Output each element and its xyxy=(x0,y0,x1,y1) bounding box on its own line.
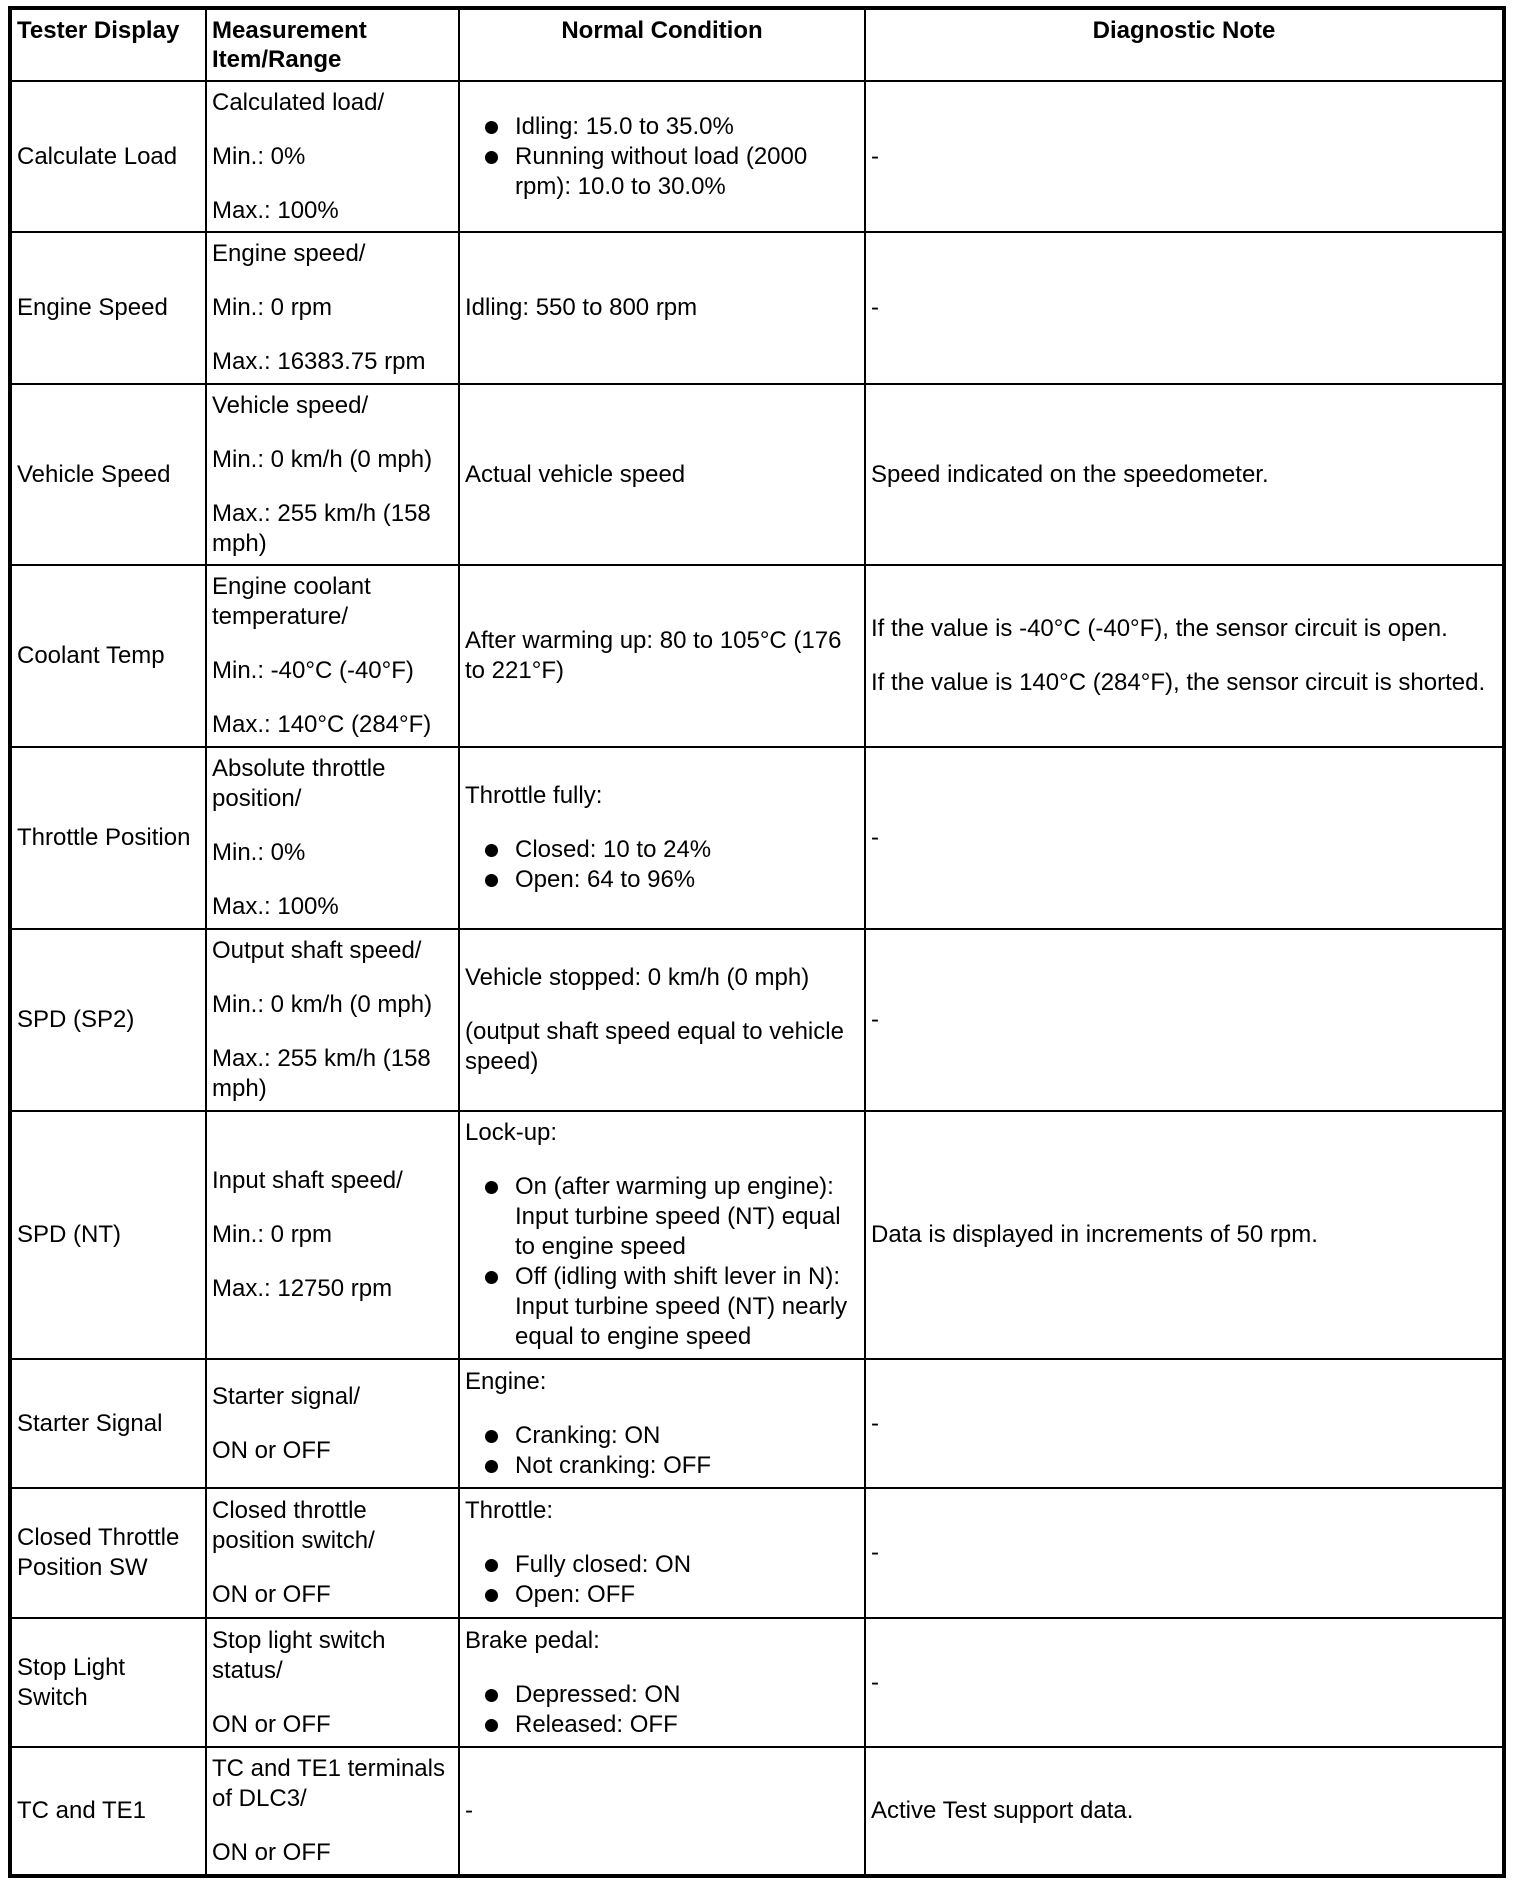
measurement-cell xyxy=(206,384,459,565)
bullet-item: Open: OFF xyxy=(465,1580,859,1610)
normal-condition-cell xyxy=(459,929,865,1111)
measurement-line: Engine speed/ xyxy=(212,240,366,267)
measurement-cell xyxy=(206,747,459,929)
measurement-cell xyxy=(206,1111,459,1359)
bullet-item: Running without load (2000 rpm): 10.0 to 30.0% xyxy=(465,142,859,202)
bullet-list xyxy=(465,1172,859,1352)
bullet-item: Depressed: ON xyxy=(465,1680,859,1710)
table-row xyxy=(10,1111,1504,1359)
normal-condition-lead: Brake pedal: xyxy=(465,1626,600,1654)
bullet-item: Cranking: ON xyxy=(465,1421,859,1451)
diagnostic-note-text: - xyxy=(871,1409,879,1437)
table-row xyxy=(10,1359,1504,1488)
normal-condition-cell xyxy=(459,1488,865,1618)
diagnostic-note-cell xyxy=(865,81,1504,232)
tester-display-cell: Vehicle Speed xyxy=(10,384,206,565)
measurement-line: Min.: 0% xyxy=(212,839,306,866)
table-body xyxy=(10,81,1504,1876)
tester-display-cell: SPD (NT) xyxy=(10,1111,206,1359)
table-row xyxy=(10,747,1504,929)
measurement-line: Max.: 255 km/h (158 mph) xyxy=(212,499,431,557)
diagnostic-note-cell xyxy=(865,1618,1504,1747)
measurement-line: Vehicle speed/ xyxy=(212,391,369,419)
normal-condition-lead: Lock-up: xyxy=(465,1119,558,1146)
bullet-item: Released: OFF xyxy=(465,1710,859,1740)
header-measurement: Measurement Item/Range xyxy=(206,8,459,81)
diagnostic-note-cell xyxy=(865,1488,1504,1618)
normal-condition-cell xyxy=(459,747,865,929)
measurement-line: Max.: 140°C (284°F) xyxy=(212,711,432,738)
measurement-line: Max.: 100% xyxy=(212,196,339,224)
normal-condition-cell xyxy=(459,1359,865,1488)
measurement-line: Stop light switch status/ xyxy=(212,1626,386,1684)
measurement-line: Max.: 100% xyxy=(212,893,339,920)
data-list-table xyxy=(8,6,1506,1878)
measurement-line: Closed throttle position switch/ xyxy=(212,1497,375,1554)
table-row xyxy=(10,81,1504,232)
bullet-list xyxy=(465,1680,859,1740)
normal-condition-text: Actual vehicle speed xyxy=(465,460,686,488)
diagnostic-note-text: - xyxy=(871,1668,879,1696)
measurement-line: TC and TE1 terminals of DLC3/ xyxy=(212,1755,445,1812)
table-row xyxy=(10,1488,1504,1618)
measurement-cell xyxy=(206,929,459,1111)
header-normal-condition: Normal Condition xyxy=(459,8,865,81)
diagnostic-note-text: Data is displayed in increments of 50 rpm. xyxy=(871,1221,1318,1248)
bullet-item: Open: 64 to 96% xyxy=(465,865,859,895)
diagnostic-note-cell xyxy=(865,384,1504,565)
bullet-item: Idling: 15.0 to 35.0% xyxy=(465,112,859,142)
bullet-item: Fully closed: ON xyxy=(465,1550,859,1580)
header-row xyxy=(10,8,1504,81)
normal-condition-cell xyxy=(459,1747,865,1876)
header-tester-display: Tester Display xyxy=(10,8,206,81)
diagnostic-note-cell xyxy=(865,232,1504,384)
measurement-line: Min.: 0 km/h (0 mph) xyxy=(212,445,433,473)
normal-condition-text: - xyxy=(465,1797,473,1824)
measurement-line: Min.: 0 rpm xyxy=(212,294,333,321)
diagnostic-note-cell xyxy=(865,1111,1504,1359)
table-row xyxy=(10,565,1504,747)
measurement-line: Min.: 0% xyxy=(212,142,306,170)
diagnostic-note-text: If the value is -40°C (-40°F), the sensor circuit is open. xyxy=(871,615,1448,642)
tester-display-cell: Calculate Load xyxy=(10,81,206,232)
measurement-cell xyxy=(206,1747,459,1876)
diagnostic-note-cell xyxy=(865,929,1504,1111)
diagnostic-note-cell xyxy=(865,1359,1504,1488)
header-diagnostic-note: Diagnostic Note xyxy=(865,8,1504,81)
normal-condition-text: Vehicle stopped: 0 km/h (0 mph) xyxy=(465,964,810,991)
bullet-item: Closed: 10 to 24% xyxy=(465,835,859,865)
measurement-line: Calculated load/ xyxy=(212,88,385,116)
bullet-list xyxy=(465,1550,859,1610)
measurement-cell xyxy=(206,232,459,384)
bullet-list xyxy=(465,835,859,895)
table-row xyxy=(10,929,1504,1111)
measurement-line: Engine coolant temperature/ xyxy=(212,573,371,630)
measurement-cell xyxy=(206,81,459,232)
measurement-line: Absolute throttle position/ xyxy=(212,755,386,812)
bullet-list xyxy=(465,112,859,202)
normal-condition-text: After warming up: 80 to 105°C (176 to 221°F) xyxy=(465,627,842,684)
normal-condition-lead: Engine: xyxy=(465,1367,547,1395)
measurement-line: Max.: 16383.75 rpm xyxy=(212,348,426,375)
normal-condition-lead: Throttle fully: xyxy=(465,782,603,809)
diagnostic-note-text: - xyxy=(871,142,879,170)
measurement-line: Starter signal/ xyxy=(212,1382,361,1410)
diagnostic-note-text: - xyxy=(871,824,879,851)
table-row xyxy=(10,384,1504,565)
measurement-line: ON or OFF xyxy=(212,1710,331,1738)
diagnostic-note-text: Speed indicated on the speedometer. xyxy=(871,460,1269,488)
tester-display-cell: Stop Light Switch xyxy=(10,1618,206,1747)
normal-condition-cell xyxy=(459,232,865,384)
measurement-line: Min.: -40°C (-40°F) xyxy=(212,657,414,684)
normal-condition-cell xyxy=(459,1111,865,1359)
tester-display-cell: Throttle Position xyxy=(10,747,206,929)
measurement-line: Input shaft speed/ xyxy=(212,1167,403,1194)
diagnostic-note-text: If the value is 140°C (284°F), the sensor circuit is shorted. xyxy=(871,669,1486,696)
measurement-cell xyxy=(206,565,459,747)
measurement-line: Min.: 0 rpm xyxy=(212,1221,333,1248)
normal-condition-text: (output shaft speed equal to vehicle speed) xyxy=(465,1018,844,1075)
normal-condition-cell xyxy=(459,384,865,565)
measurement-line: Min.: 0 km/h (0 mph) xyxy=(212,991,433,1018)
table-row xyxy=(10,1618,1504,1747)
diagnostic-note-text: - xyxy=(871,294,879,321)
tester-display-cell: Closed Throttle Position SW xyxy=(10,1488,206,1618)
tester-display-cell: TC and TE1 xyxy=(10,1747,206,1876)
measurement-line: Max.: 12750 rpm xyxy=(212,1275,393,1302)
bullet-list xyxy=(465,1421,859,1481)
measurement-line: ON or OFF xyxy=(212,1581,331,1608)
diagnostic-note-text: - xyxy=(871,1539,879,1566)
measurement-cell xyxy=(206,1488,459,1618)
data-list-page xyxy=(8,6,1502,1878)
tester-display-cell: Engine Speed xyxy=(10,232,206,384)
measurement-line: ON or OFF xyxy=(212,1839,331,1866)
normal-condition-cell xyxy=(459,1618,865,1747)
diagnostic-note-cell xyxy=(865,565,1504,747)
diagnostic-note-text: - xyxy=(871,1006,879,1033)
tester-display-cell: Coolant Temp xyxy=(10,565,206,747)
tester-display-cell: Starter Signal xyxy=(10,1359,206,1488)
measurement-cell xyxy=(206,1359,459,1488)
normal-condition-lead: Throttle: xyxy=(465,1497,554,1524)
diagnostic-note-cell xyxy=(865,747,1504,929)
measurement-line: Output shaft speed/ xyxy=(212,937,422,964)
diagnostic-note-cell xyxy=(865,1747,1504,1876)
measurement-cell xyxy=(206,1618,459,1747)
normal-condition-text: Idling: 550 to 800 rpm xyxy=(465,294,698,321)
measurement-line: Max.: 255 km/h (158 mph) xyxy=(212,1045,431,1102)
table-row xyxy=(10,1747,1504,1876)
bullet-item: On (after warming up engine): Input turbine speed (NT) equal to engine speed xyxy=(465,1172,859,1262)
bullet-item: Not cranking: OFF xyxy=(465,1451,859,1481)
diagnostic-note-text: Active Test support data. xyxy=(871,1797,1134,1824)
bullet-item: Off (idling with shift lever in N): Input turbine speed (NT) nearly equal to engine speed xyxy=(465,1262,859,1352)
table-row xyxy=(10,232,1504,384)
normal-condition-cell xyxy=(459,81,865,232)
normal-condition-cell xyxy=(459,565,865,747)
measurement-line: ON or OFF xyxy=(212,1436,331,1464)
tester-display-cell: SPD (SP2) xyxy=(10,929,206,1111)
